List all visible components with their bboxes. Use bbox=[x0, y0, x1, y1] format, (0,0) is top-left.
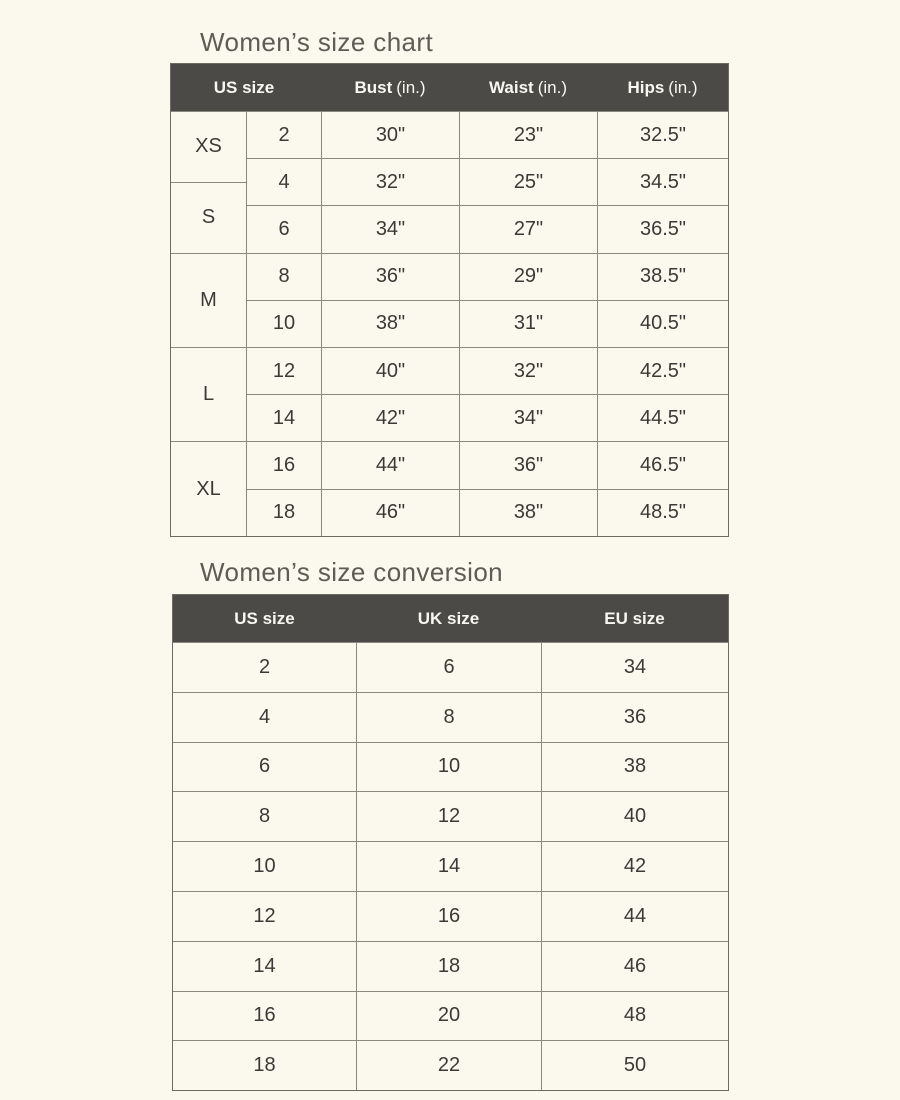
waist-cell: 38" bbox=[459, 489, 597, 536]
hips-cell: 32.5" bbox=[597, 111, 728, 158]
hips-cell: 38.5" bbox=[597, 253, 728, 300]
waist-cell: 29" bbox=[459, 253, 597, 300]
hips-cell: 44.5" bbox=[597, 394, 728, 441]
uk-cell: 14 bbox=[356, 841, 541, 891]
bust-cell: 38" bbox=[321, 300, 459, 347]
us-size-cell: 16 bbox=[246, 441, 321, 488]
hips-cell: 48.5" bbox=[597, 489, 728, 536]
eu-cell: 38 bbox=[541, 742, 728, 792]
uk-cell: 20 bbox=[356, 991, 541, 1041]
us-size-cell: 14 bbox=[246, 394, 321, 441]
us-size-cell: 2 bbox=[246, 111, 321, 158]
size-chart-title: Women’s size chart bbox=[200, 27, 434, 57]
waist-cell: 34" bbox=[459, 394, 597, 441]
uk-cell: 10 bbox=[356, 742, 541, 792]
eu-cell: 44 bbox=[541, 891, 728, 941]
column-header-unit: (in.) bbox=[396, 77, 426, 97]
waist-cell: 32" bbox=[459, 347, 597, 394]
waist-cell: 36" bbox=[459, 441, 597, 488]
us-size-cell: 10 bbox=[246, 300, 321, 347]
column-header-label: Waist bbox=[489, 77, 534, 97]
column-header-label: Bust bbox=[354, 77, 393, 97]
eu-cell: 46 bbox=[541, 941, 728, 991]
hips-cell: 34.5" bbox=[597, 158, 728, 205]
column-header-uk-size: UK size bbox=[356, 595, 541, 642]
waist-cell: 31" bbox=[459, 300, 597, 347]
hips-cell: 42.5" bbox=[597, 347, 728, 394]
uk-cell: 6 bbox=[356, 642, 541, 692]
size-letter-cell: XS bbox=[171, 111, 246, 182]
bust-cell: 32" bbox=[321, 158, 459, 205]
column-header-us-size bbox=[171, 64, 321, 111]
column-header-label: Hips bbox=[627, 77, 665, 97]
bust-cell: 40" bbox=[321, 347, 459, 394]
us-cell: 2 bbox=[173, 642, 356, 692]
bust-cell: 42" bbox=[321, 394, 459, 441]
hips-cell: 40.5" bbox=[597, 300, 728, 347]
us-cell: 10 bbox=[173, 841, 356, 891]
eu-cell: 40 bbox=[541, 791, 728, 841]
column-header-label: US size bbox=[213, 77, 275, 97]
bust-cell: 34" bbox=[321, 205, 459, 252]
column-header-unit: (in.) bbox=[537, 77, 567, 97]
bust-cell: 44" bbox=[321, 441, 459, 488]
us-size-cell: 6 bbox=[246, 205, 321, 252]
uk-cell: 12 bbox=[356, 791, 541, 841]
size-conversion-title: Women’s size conversion bbox=[200, 557, 504, 587]
size-letter-cell: S bbox=[171, 182, 246, 253]
eu-cell: 50 bbox=[541, 1040, 728, 1090]
size-letter-cell: L bbox=[171, 347, 246, 441]
column-header-bust bbox=[321, 64, 459, 111]
us-cell: 8 bbox=[173, 791, 356, 841]
uk-cell: 8 bbox=[356, 692, 541, 742]
eu-cell: 48 bbox=[541, 991, 728, 1041]
us-cell: 6 bbox=[173, 742, 356, 792]
waist-cell: 23" bbox=[459, 111, 597, 158]
column-header-eu-size: EU size bbox=[541, 595, 728, 642]
us-cell: 4 bbox=[173, 692, 356, 742]
bust-cell: 36" bbox=[321, 253, 459, 300]
uk-cell: 16 bbox=[356, 891, 541, 941]
waist-cell: 25" bbox=[459, 158, 597, 205]
column-header-hips bbox=[597, 64, 728, 111]
us-cell: 16 bbox=[173, 991, 356, 1041]
column-header-unit: (in.) bbox=[668, 77, 698, 97]
hips-cell: 46.5" bbox=[597, 441, 728, 488]
bust-cell: 30" bbox=[321, 111, 459, 158]
size-letter-cell: M bbox=[171, 253, 246, 347]
waist-cell: 27" bbox=[459, 205, 597, 252]
eu-cell: 42 bbox=[541, 841, 728, 891]
column-header-waist bbox=[459, 64, 597, 111]
uk-cell: 22 bbox=[356, 1040, 541, 1090]
uk-cell: 18 bbox=[356, 941, 541, 991]
us-cell: 12 bbox=[173, 891, 356, 941]
us-size-cell: 12 bbox=[246, 347, 321, 394]
us-size-cell: 18 bbox=[246, 489, 321, 536]
us-size-cell: 4 bbox=[246, 158, 321, 205]
us-cell: 18 bbox=[173, 1040, 356, 1090]
column-header-us-size: US size bbox=[173, 595, 356, 642]
hips-cell: 36.5" bbox=[597, 205, 728, 252]
womens-size-chart-table bbox=[170, 63, 729, 537]
us-cell: 14 bbox=[173, 941, 356, 991]
womens-size-conversion-table bbox=[172, 594, 729, 1091]
us-size-cell: 8 bbox=[246, 253, 321, 300]
eu-cell: 34 bbox=[541, 642, 728, 692]
bust-cell: 46" bbox=[321, 489, 459, 536]
size-letter-cell: XL bbox=[171, 441, 246, 535]
eu-cell: 36 bbox=[541, 692, 728, 742]
